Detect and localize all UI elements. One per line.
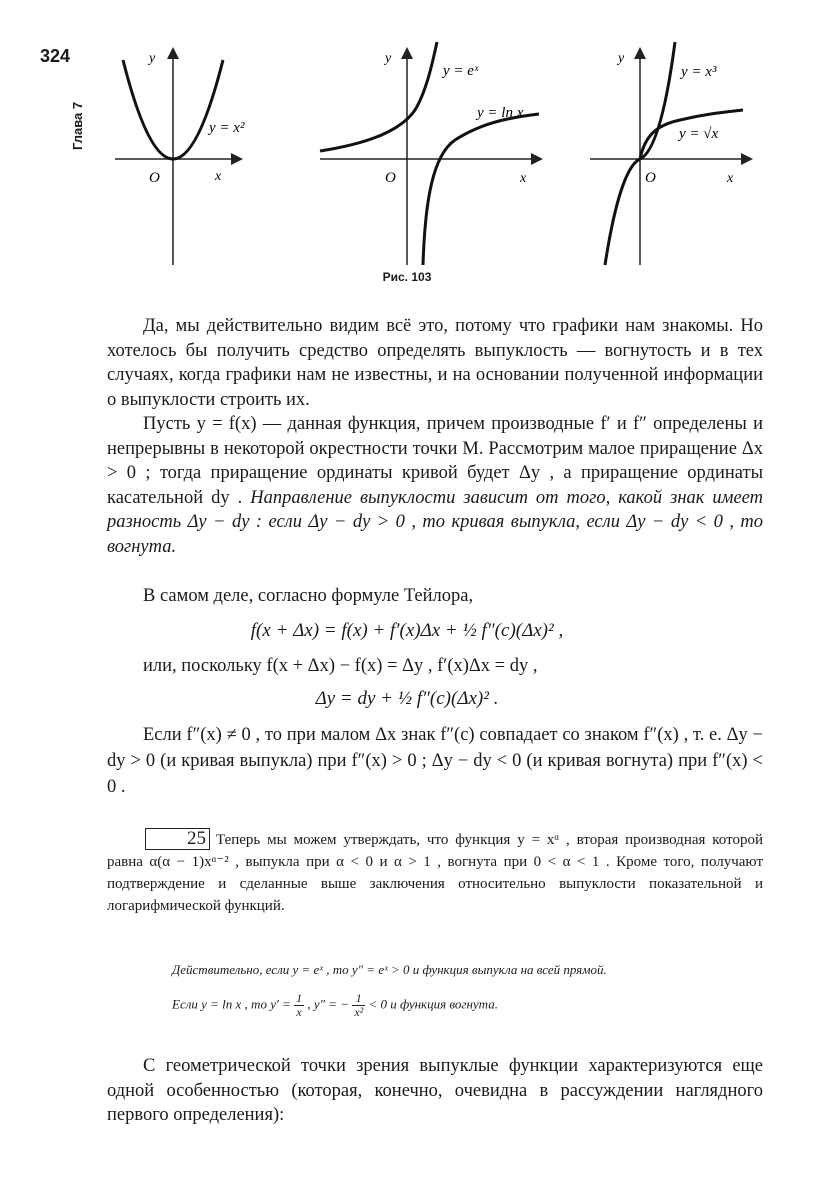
x-axis-label: x bbox=[727, 171, 734, 186]
paragraph-4-text: или, поскольку f(x + Δx) − f(x) = Δy , f′(x)Δx = dy , bbox=[143, 656, 538, 676]
curve-label-sqrt: y = √x bbox=[679, 126, 719, 142]
figure-caption: Рис. 103 bbox=[382, 270, 432, 284]
curve-label-exp: y = eˣ bbox=[443, 63, 479, 79]
paragraph-7-text: С геометрической точки зрения выпуклые функции характеризуются еще одной особенностью (которая, конечно, очевидна в рассуждении наглядного первого определения): bbox=[107, 1056, 763, 1125]
fraction-numerator: 1 bbox=[352, 992, 365, 1006]
curve-exp bbox=[320, 42, 437, 151]
origin-label: O bbox=[385, 170, 396, 186]
paragraph-3-text: В самом деле, согласно формуле Тейлора, bbox=[143, 586, 474, 606]
fraction-numerator: 1 bbox=[296, 991, 303, 1005]
note-log-text-a: Если y = ln x , то y′ = bbox=[172, 996, 291, 1012]
note-log bbox=[172, 992, 772, 1019]
x-axis-label: x bbox=[215, 169, 222, 184]
y-axis-label: y bbox=[149, 51, 156, 66]
paragraph-2-text: Пусть y = f(x) — данная функция, причем производные f′ и f″ определены и непрерывны в некоторой окрестности точки M. Рассмотрим малое приращение Δx > 0 ; тогда приращение ординаты кривой будет Δy , а приращение ординаты касательной dy . bbox=[107, 414, 763, 508]
curve-label-ln: y = ln x bbox=[477, 105, 524, 121]
curve-label-cubic: y = x³ bbox=[681, 64, 717, 80]
paragraph-3 bbox=[107, 584, 763, 609]
paragraph-7 bbox=[107, 1054, 763, 1128]
graph-parabola bbox=[105, 40, 265, 270]
formula-taylor: f(x + Δx) = f(x) + f′(x)Δx + ½ f″(c)(Δx)² , bbox=[250, 620, 564, 641]
curve-label: y = x² bbox=[209, 120, 245, 136]
formula-delta-y: Δy = dy + ½ f″(c)(Δx)² . bbox=[315, 688, 499, 709]
fraction-denominator: x bbox=[296, 1005, 302, 1019]
paragraph-6 bbox=[107, 828, 763, 917]
note-log-text-b: , y″ = − bbox=[307, 996, 350, 1012]
page-number: 324 bbox=[40, 46, 71, 66]
paragraph-6-text: Теперь мы можем утверждать, что функция y = xᵅ , вторая производная которой равна α(α − 1)xᵅ⁻² , выпукла при α < 0 и α > 1 , вогнута при 0 < α < 1 . Кроме того, получают подтверждение и сделанные выше заключения относительно выпуклости показательной и логарифмической функций. bbox=[107, 832, 763, 914]
paragraph-2-emphasis: Направление выпуклости зависит от того, какой знак имеет разность Δy − dy : если Δy − dy > 0 , то кривая выпукла, если Δy − dy < 0 , то вогнута. bbox=[107, 487, 763, 557]
paragraph-5-text: Если f″(x) ≠ 0 , то при малом Δx знак f″(c) совпадает со знаком f″(x) , т. е. Δy − dy > 0 (и кривая выпукла) при f″(x) > 0 ; Δy − dy < 0 (и кривая вогнута) при f″(x) < 0 . bbox=[107, 725, 763, 797]
paragraph-4 bbox=[107, 654, 763, 679]
x-axis-label: x bbox=[520, 171, 527, 186]
paragraph-2 bbox=[107, 412, 763, 559]
y-axis-label: y bbox=[385, 51, 392, 66]
paragraph-1-text: Да, мы действительно видим всё это, потому что графики нам знакомы. Но хотелось бы получить средство определять выпуклость — вогнутость и в тех случаях, когда графики нам не известны, и на основании полученной информации о выпуклости строить их. bbox=[107, 316, 763, 410]
note-log-text-c: < 0 и функция вогнута. bbox=[368, 996, 498, 1012]
fraction-denominator: x² bbox=[354, 1005, 364, 1019]
y-axis-label: y bbox=[618, 51, 625, 66]
paragraph-1 bbox=[107, 314, 763, 412]
paragraph-5 bbox=[107, 722, 763, 800]
graph-cubic-sqrt bbox=[585, 40, 760, 270]
graph-exp-log bbox=[315, 40, 550, 270]
chapter-label: Глава 7 bbox=[70, 101, 85, 150]
origin-label: O bbox=[149, 170, 160, 186]
curve-ln bbox=[423, 114, 539, 265]
origin-label: O bbox=[645, 170, 656, 186]
section-number-box: 25 bbox=[145, 828, 210, 850]
fraction-1-over-x bbox=[294, 992, 304, 1019]
note-exp: Действительно, если y = eˣ , то y″ = eˣ > 0 и функция выпукла на всей прямой. bbox=[172, 962, 607, 977]
fraction-1-over-x2 bbox=[352, 992, 365, 1019]
